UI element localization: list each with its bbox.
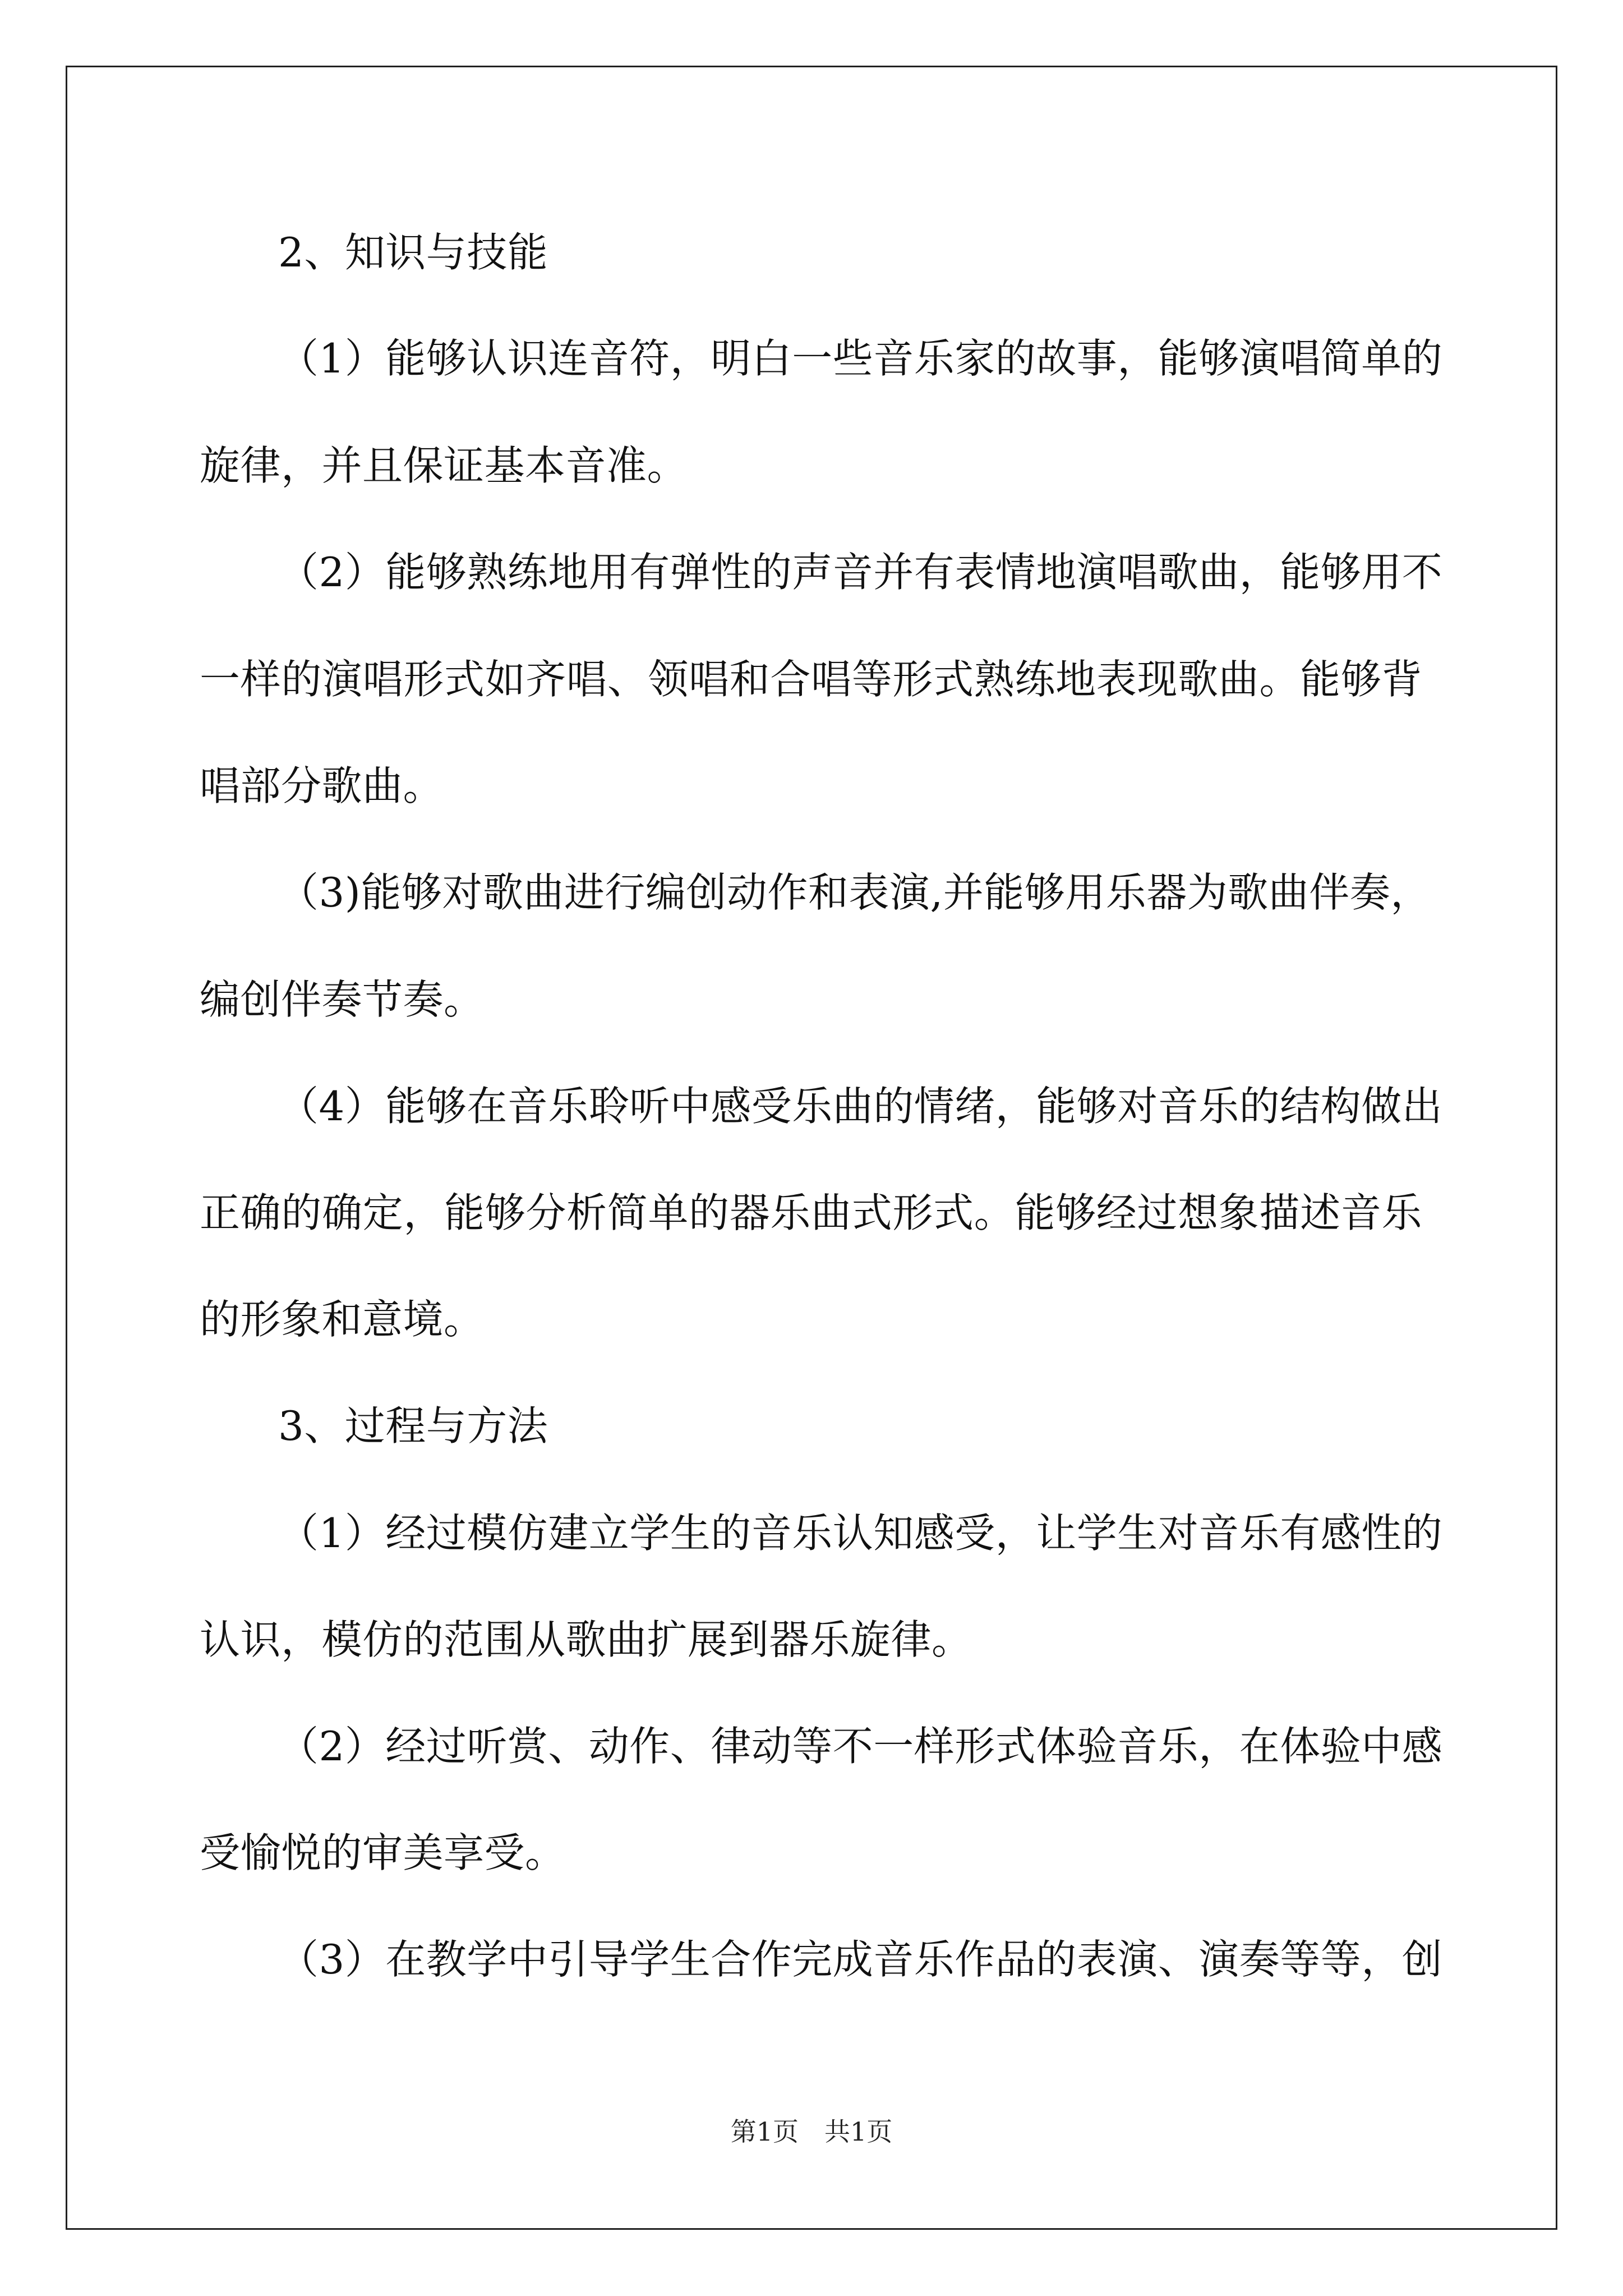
paragraph-line: （1）能够认识连音符，明白一些音乐家的故事，能够演唱简单的 [278, 335, 1443, 382]
page-footer: 第1页 共1页 [730, 2116, 893, 2147]
paragraph-line: 唱部分歌曲。 [200, 762, 444, 809]
paragraph-line: （2）经过听赏、动作、律动等不一样形式体验音乐，在体验中感 [278, 1723, 1443, 1770]
paragraph-line: 编创伴奏节奏。 [200, 976, 485, 1023]
paragraph-line: （3）在教学中引导学生合作完成音乐作品的表演、演奏等等，创 [278, 1936, 1443, 1983]
paragraph-line: 认识，模仿的范围从歌曲扩展到器乐旋律。 [200, 1616, 972, 1663]
section-heading-knowledge: 2、知识与技能 [278, 229, 548, 276]
paragraph-line: 受愉悦的审美享受。 [200, 1829, 566, 1876]
paragraph-line: （1）经过模仿建立学生的音乐认知感受，让学生对音乐有感性的 [278, 1510, 1443, 1557]
paragraph-line: （2）能够熟练地用有弹性的声音并有表情地演唱歌曲，能够用不 [278, 549, 1443, 596]
section-heading-process: 3、过程与方法 [278, 1402, 548, 1450]
paragraph-line: 的形象和意境。 [200, 1296, 485, 1343]
paragraph-line: 旋律，并且保证基本音准。 [200, 442, 688, 489]
page-border [66, 66, 1557, 2230]
paragraph-line: （3)能够对歌曲进行编创动作和表演,并能够用乐器为歌曲伴奏， [278, 869, 1431, 916]
paragraph-line: 一样的演唱形式如齐唱、领唱和合唱等形式熟练地表现歌曲。能够背 [200, 656, 1422, 703]
paragraph-line: （4）能够在音乐聆听中感受乐曲的情绪，能够对音乐的结构做出 [278, 1083, 1443, 1130]
paragraph-line: 正确的确定，能够分析简单的器乐曲式形式。能够经过想象描述音乐 [200, 1189, 1422, 1236]
